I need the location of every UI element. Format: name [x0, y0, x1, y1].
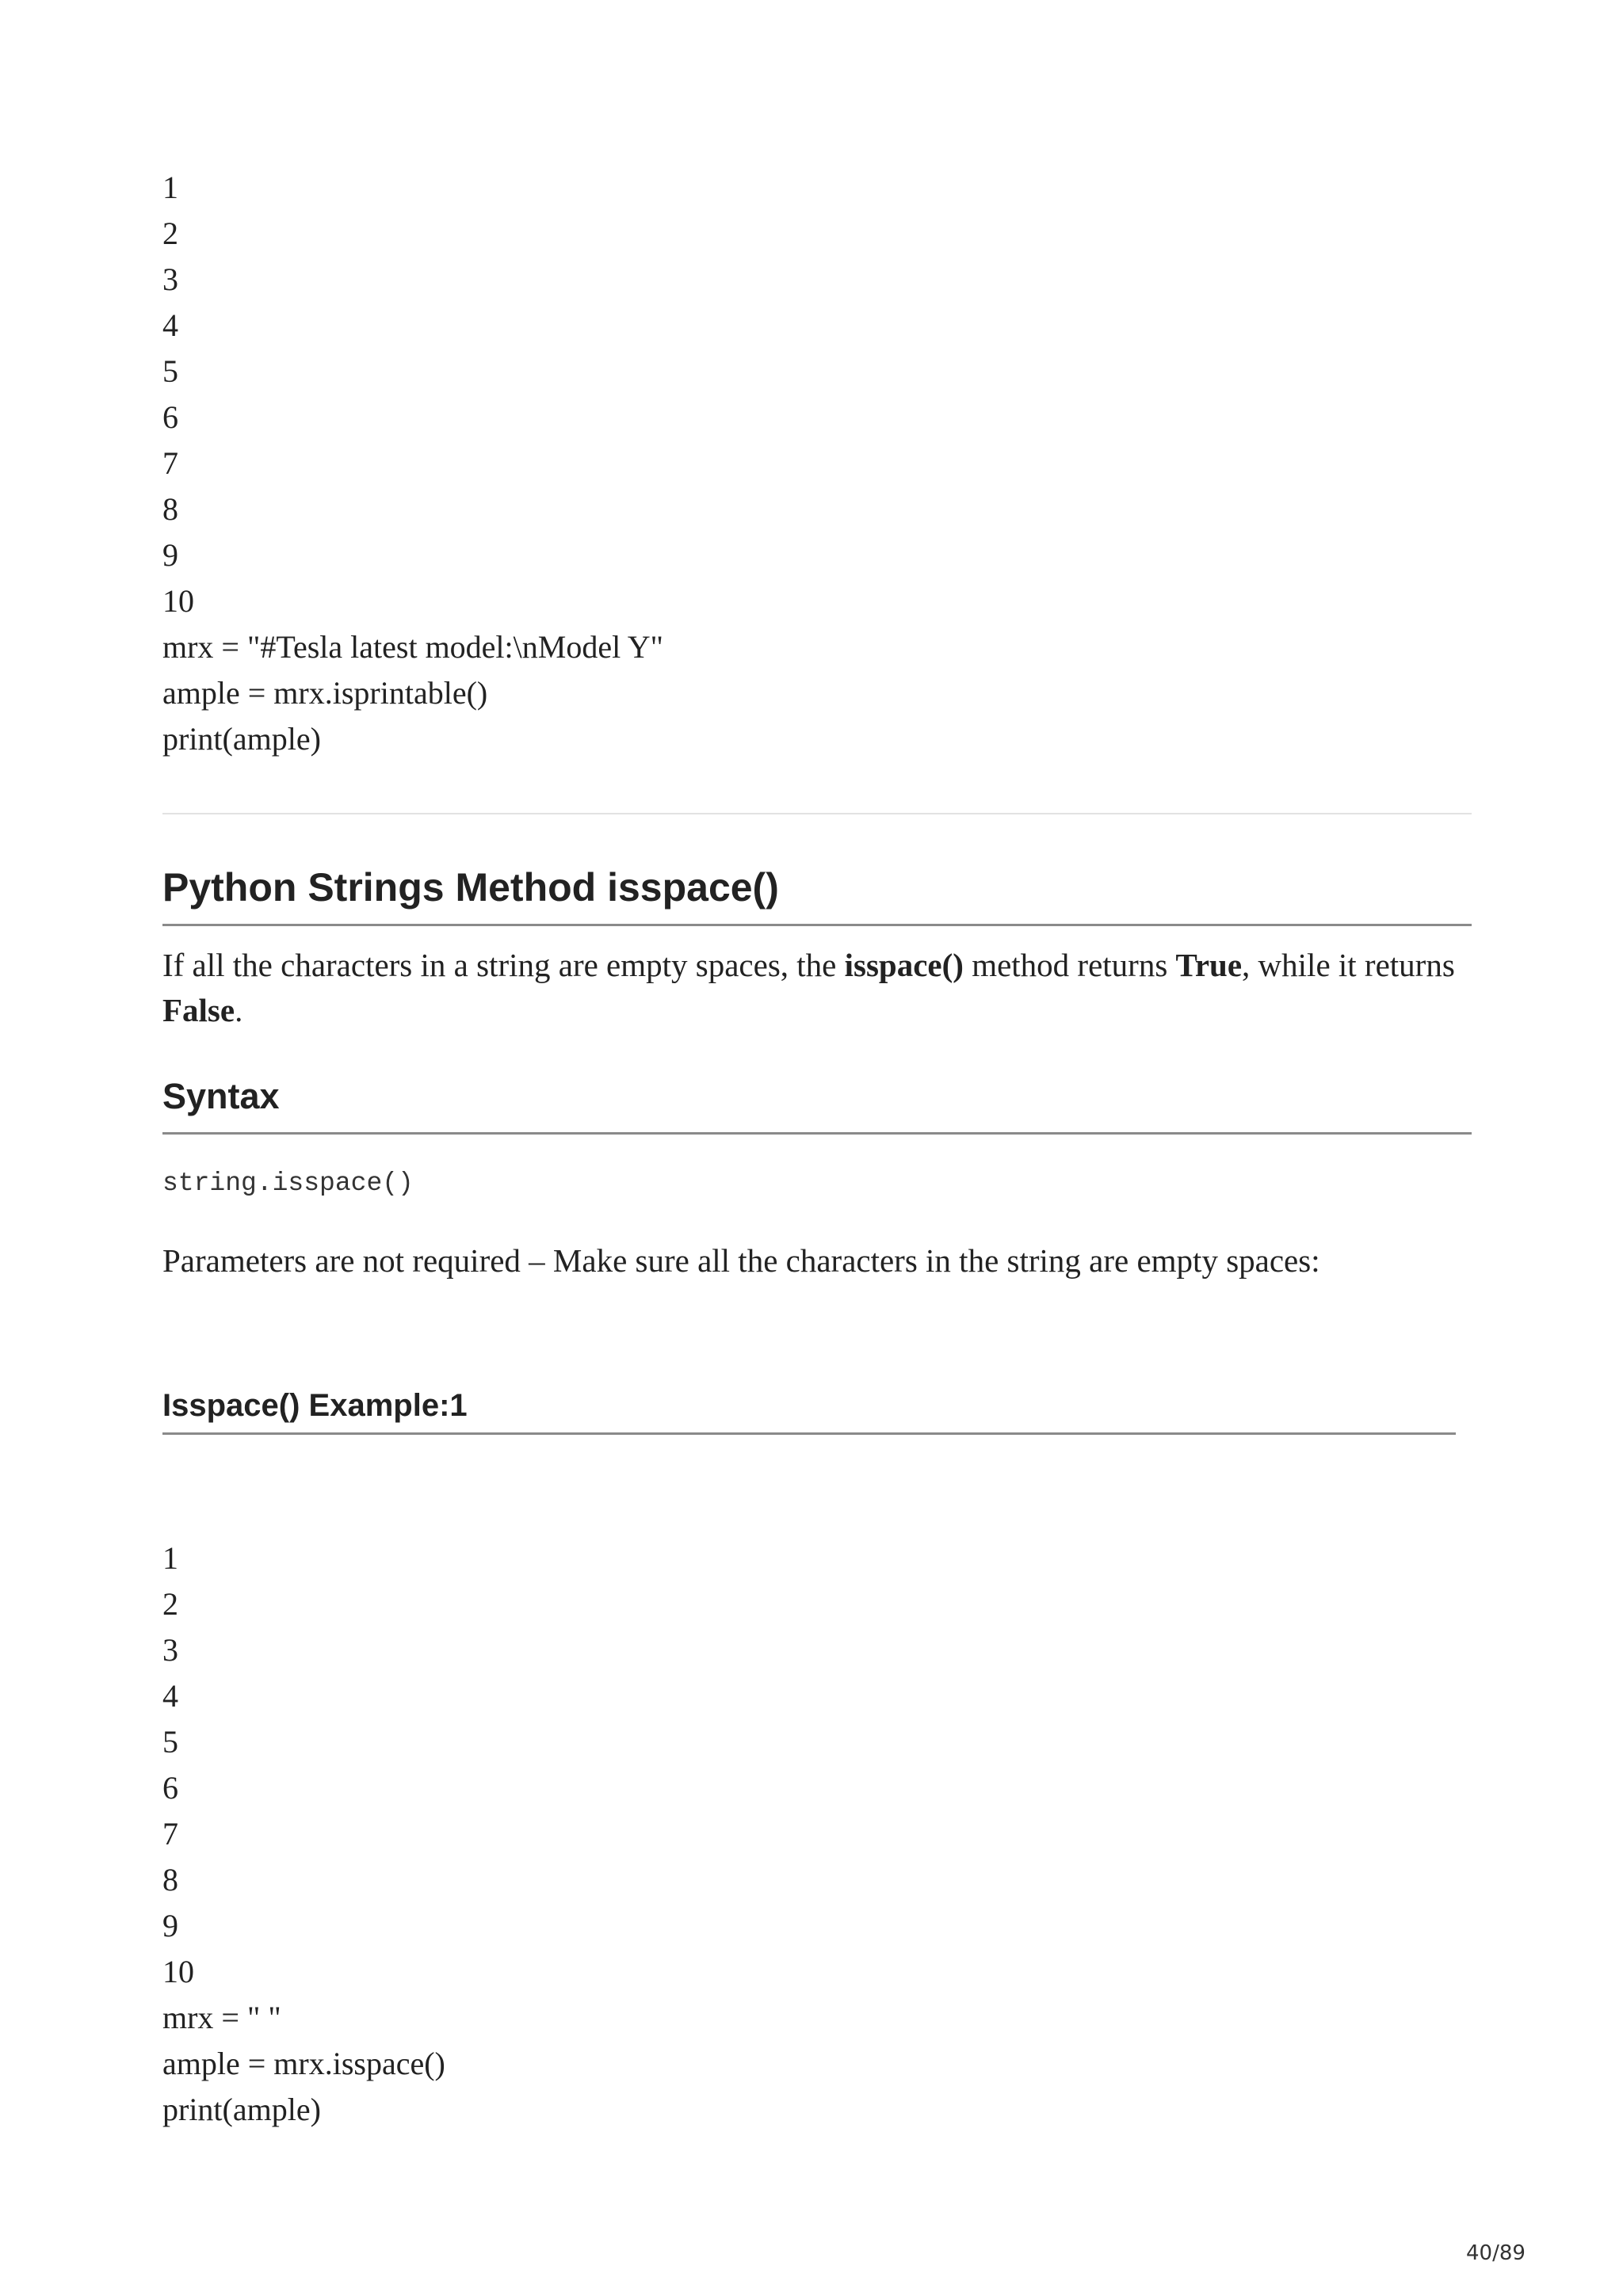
line-number: 2	[162, 1586, 178, 1622]
syntax-underline	[162, 1132, 1472, 1135]
intro-text: .	[235, 992, 243, 1028]
code-line: ample = mrx.isspace()	[162, 2046, 445, 2081]
intro-bold-method: isspace()	[844, 947, 964, 983]
intro-paragraph	[162, 943, 1478, 1033]
line-number: 3	[162, 261, 178, 297]
example-underline	[162, 1432, 1456, 1435]
line-number: 7	[162, 445, 178, 481]
code-line: mrx = "#Tesla latest model:\nModel Y"	[162, 629, 663, 665]
line-number: 6	[162, 399, 178, 435]
line-number: 9	[162, 537, 178, 573]
page-number: 40/89	[1466, 2241, 1526, 2265]
intro-text: If all the characters in a string are empty spaces, the	[162, 947, 845, 983]
line-number: 10	[162, 583, 194, 619]
code-line: print(ample)	[162, 2092, 321, 2127]
section-title: Python Strings Method isspace()	[162, 865, 779, 910]
line-number: 1	[162, 1540, 178, 1576]
syntax-code: string.isspace()	[162, 1169, 414, 1198]
section-divider	[162, 813, 1472, 814]
line-number: 7	[162, 1816, 178, 1852]
line-number: 3	[162, 1632, 178, 1668]
title-underline	[162, 924, 1472, 926]
line-number: 10	[162, 1954, 194, 1989]
intro-text: , while it returns	[1242, 947, 1455, 983]
intro-bold-false: False	[162, 992, 235, 1028]
code-block-2	[162, 1535, 1272, 2133]
intro-text: method returns	[963, 947, 1176, 983]
code-line: ample = mrx.isprintable()	[162, 675, 488, 711]
code-line: print(ample)	[162, 721, 321, 757]
intro-bold-true: True	[1175, 947, 1243, 983]
line-number: 5	[162, 353, 178, 389]
line-number: 5	[162, 1724, 178, 1760]
line-number: 9	[162, 1908, 178, 1943]
code-block-1	[162, 165, 1272, 762]
syntax-heading: Syntax	[162, 1076, 280, 1116]
line-number: 1	[162, 170, 178, 205]
line-number: 6	[162, 1770, 178, 1806]
line-number: 8	[162, 1862, 178, 1897]
line-number: 4	[162, 307, 178, 343]
line-number: 8	[162, 491, 178, 527]
code-line: mrx = " "	[162, 2000, 281, 2035]
line-number: 4	[162, 1678, 178, 1714]
line-number: 2	[162, 215, 178, 251]
example-heading: Isspace() Example:1	[162, 1388, 468, 1423]
parameters-paragraph: Parameters are not required – Make sure all the characters in the string are empty spaces:	[162, 1242, 1320, 1279]
